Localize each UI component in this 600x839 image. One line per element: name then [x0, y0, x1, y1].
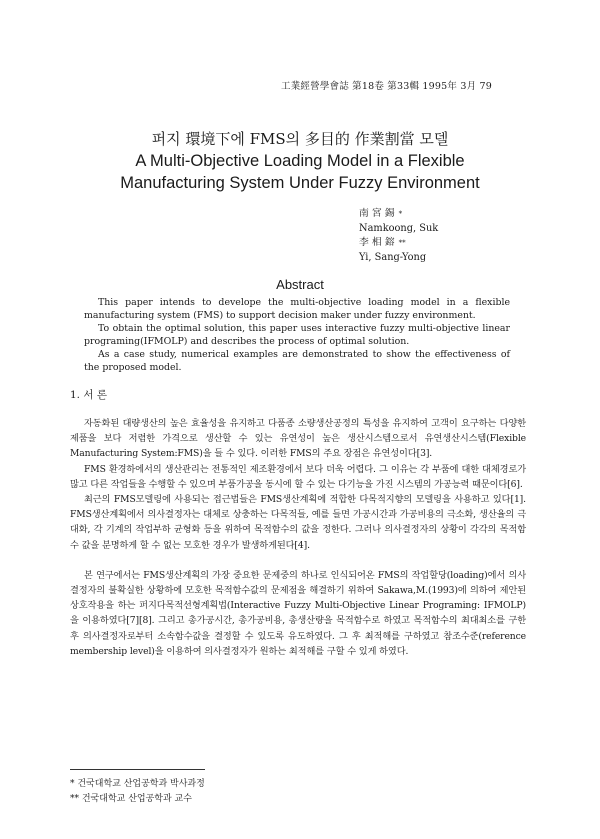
title-english-line2: Manufacturing System Under Fuzzy Environment [120, 174, 480, 192]
body-paragraph-1: 자동화된 대량생산의 높은 효율성을 유지하고 다품종 소량생산공정의 특성을 유지하여 고객이 요구하는 다양한 제품을 보다 저렴한 가격으로 생산할 수 있는 유연성이 높은 생산시스템으로서 유연생산시스템(Flexible Manufacturing System:FMS)을 들 수 있다. 이러한 FMS의 주요 장점은 유연성이다[3]. [70, 418, 526, 460]
abstract-paragraph-1: This paper intends to develope the multi-objective loading model in a flexible manufacturing system (FMS) to support decision maker under fuzzy environment. [84, 297, 510, 321]
body-paragraph-4: 본 연구에서는 FMS생산계획의 가장 중요한 문제중의 하나로 인식되어온 FMS의 작업할당(loading)에서 의사결정자의 불확실한 상황하에 모호한 목적함수값의 문제점을 해결하기 위하여 Sakawa,M.(1993)에 의하여 제안된 상호작용을 하는 퍼지다목적선형계획법(Interactive Fuzzy Multi-Objective Linear Programing: IFMOLP)을 이용하였다[7][8]. 그리고 총가공시간, 총가공비용, 총생산량을 목적함수로 하였고 목적함수의 최대최소를 구한 후 의사결정자로부터 소속함수값을 결정할 수 있도록 유도하였다. 그 후 최적해를 구하였고 참조수준(reference membership level)을 이용하여 의사결정자가 원하는 최적해를 구할 수 있게 하였다. [70, 569, 526, 657]
abstract-paragraph-2: To obtain the optimal solution, this paper uses interactive fuzzy multi-objective linear programing(IFMOLP) and describes the process of optimal solution. [84, 323, 510, 347]
author1-name-en: Namkoong, Suk [359, 222, 439, 234]
author1-mark: * [398, 210, 403, 218]
author1-english [359, 222, 438, 237]
running-header [281, 78, 492, 92]
footnote-1: * 건국대학교 산업공학과 박사과정 [70, 779, 205, 789]
body-paragraph-2: FMS 환경하에서의 생산관리는 전통적인 제조환경에서 보다 더욱 어렵다. 그 이유는 각 부품에 대한 대체경로가 많고 다른 작업들을 수행할 수 있으며 부품가공을 동시에 할 수 있는 다기능을 가진 시스템의 가공능력 때문이다[6]. [70, 463, 526, 490]
volume: 第18卷 [352, 81, 385, 92]
author-block [359, 207, 438, 265]
body-text [70, 416, 526, 659]
author2-korean [359, 236, 438, 251]
author1-name-ko: 南 宮 錫 [359, 208, 395, 219]
title-korean: 퍼지 環境下에 FMS의 多目的 作業割當 모델 [151, 130, 449, 148]
author2-mark: ** [398, 239, 406, 247]
author2-name-en: Yi, Sang-Yong [359, 251, 427, 263]
author2-name-ko: 李 相 鎔 [359, 237, 395, 248]
abstract-body [84, 296, 510, 374]
section-heading-introduction: 1. 서 론 [70, 389, 107, 401]
abstract-heading: Abstract [276, 277, 324, 292]
page-number: 79 [479, 81, 492, 92]
author1-korean [359, 207, 438, 222]
title-english-line1: A Multi-Objective Loading Model in a Flexible [135, 152, 465, 170]
footnotes [70, 777, 205, 807]
title-english [0, 150, 600, 194]
issue: 第33輯 [387, 81, 420, 92]
abstract-paragraph-3: As a case study, numerical examples are demonstrated to show the effectiveness of the proposed model. [84, 349, 510, 373]
footnote-2: ** 건국대학교 산업공학과 교수 [70, 794, 192, 804]
publication-date: 1995年 3月 [422, 81, 477, 92]
footnote-divider [70, 769, 205, 770]
author2-english [359, 251, 438, 266]
journal-name: 工業經營學會誌 [281, 81, 349, 92]
body-paragraph-3: 최근의 FMS모델링에 사용되는 접근법들은 FMS생산계획에 적합한 다목적지향의 모델링을 사용하고 있다[1]. FMS생산계획에서 의사결정자는 대체로 상충하는 다목적들, 예를 들면 가공시간과 가공비용의 극소화, 생산율의 극대화, 각 기계의 작업부하 균형화 등을 위하여 목적함수의 값을 정한다. 그러나 의사결정자의 상황이 각각의 목적함수 값을 분명하게 할 수 없는 모호한 경우가 발생하게된다[4]. [70, 494, 526, 551]
